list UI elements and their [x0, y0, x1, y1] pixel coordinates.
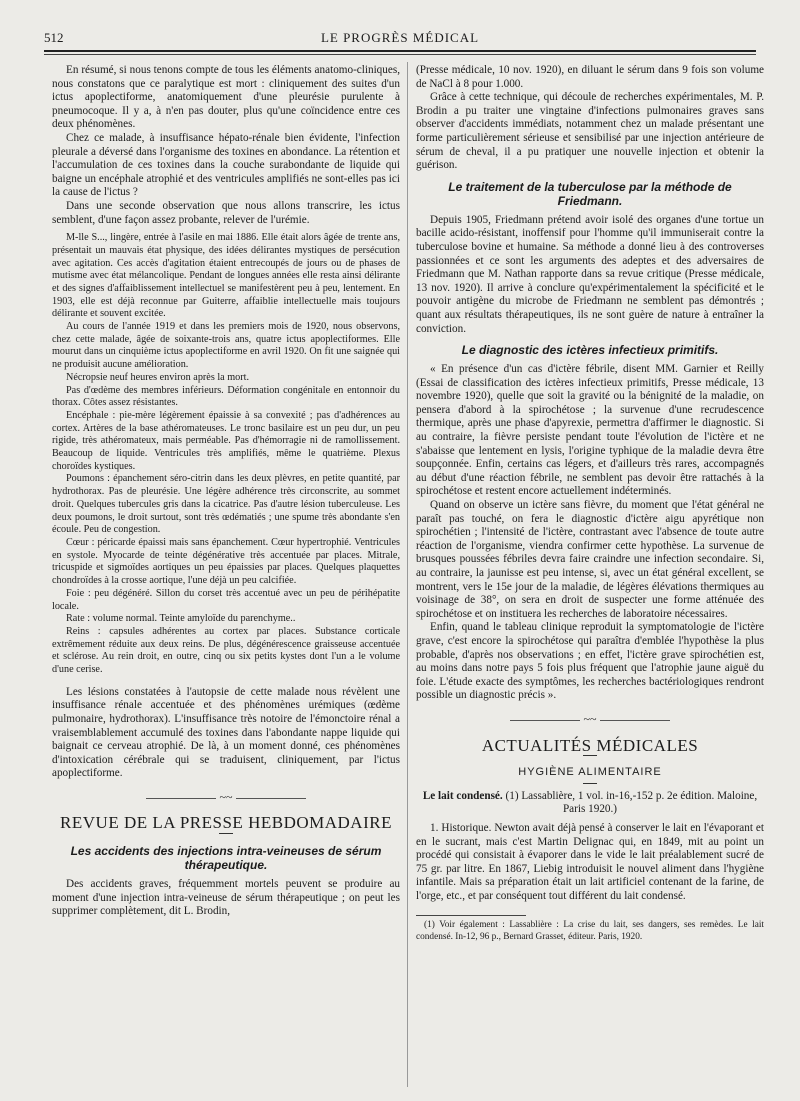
- paragraph: M-lle S..., lingère, entrée à l'asile en mai 1886. Elle était alors âgée de trente ans, présentait un mauvais état physique, des idées délirantes mystiques de persécution avec agitation. Ces accès d'agitation étaient entrecoupés de jours ou de phases de mutisme avec état mélancolique. Pendant de longues années elle resta ainsi délirante et des signes d'affaiblissement intellectuel se manifestèrent peu à peu, lentement. En 1903, elle est déjà reconnue par Guiterre, affaiblie intellectuelle mais toujours délirante et souvent excitée.: [52, 232, 400, 320]
- paragraph: Rate : volume normal. Teinte amyloïde du parenchyme..: [66, 613, 296, 625]
- paragraph: « En présence d'un cas d'ictère fébrile, disent MM. Garnier et Reilly (Essai de classification des ictères infectieux primitifs, Presse médicale, 13 novembre 1920), quelle que soit la gravité ou la bénignité de la maladie, on pensera d'abord à la spirochétose ; la survenue d'une recrudescence thermique, après une phase d'apyrexie, permettra d'affirmer le diagnostic. Si au contraire, la fièvre persiste pendant toute l'évolution de l'ictère et ne s'abaisse que lentement en lysis, l'origine typhique de la maladie devra être soupçonnée. Enfin, certains cas légers, et d'ailleurs très rares, accompagnés au début d'une réaction fébrile, ne semblent pas devoir être rattachés à la spirochétose et restent encore actuellement indéterminés.: [416, 363, 764, 498]
- paragraph: En résumé, si nous tenons compte de tous les éléments anatomo-cliniques, nous constatons que ce paralytique est mort : cliniquement des suites d'un ictus apoplectiforme, anatomiquement d'une pleurésie purulente à pneumocoque. Il y a, à n'en pas douter, plus qu'une coïncidence entre ces deux phénomènes.: [52, 64, 400, 131]
- book-reference: (1) Lassablière, 1 vol. in-16,-152 p. 2e édition. Maloine, Paris 1920.): [505, 789, 758, 816]
- title-dash: [219, 833, 233, 834]
- rubric-dash: [583, 783, 597, 784]
- observation-block: [52, 232, 400, 677]
- paragraph: Les lésions constatées à l'autopsie de cette malade nous révèlent une insuffisance rénale accentuée et des phénomènes urémiques (œdème pulmonaire, hydrothorax). L'insuffisance très notoire de l'émonctoire rénal a vraisemblablement accumulé des toxines dans l'abondante nappe liquide qui baignait ce cerveau atrophié. De là, à un moment donné, ces phénomènes d'intoxication cérébrale qui se traduisent, cliniquement, par l'ictus apoplectiforme.: [52, 685, 400, 780]
- section-title-revue: REVUE DE LA PRESSE HEBDOMADAIRE: [60, 813, 392, 833]
- ornament-divider: ~~: [52, 791, 400, 805]
- right-column: [416, 64, 764, 1089]
- paragraph: Quand on observe un ictère sans fièvre, du moment que l'état général ne paraît pas touché, on fera le diagnostic d'ictère aigu apyrétique non spirochétien ; l'intensité de l'ictère, contrastant avec l'absence de toute autre réaction de l'organisme, viendra confirmer cette hypothèse. La survenue de brusques poussées fébriles devra faire craindre une infection secondaire. Si, au contraire, la jaunisse est peu intense, si, avec un état général excellent, se montrent, vers le 15e jour de la maladie, de légères élévations thermiques au voisinage de 38°, on sera en droit de suspecter une forme atténuée des spirochétose et on instituera les recherches de laboratoire nécessaires.: [416, 499, 764, 620]
- paragraph: Pas d'œdème des membres inférieurs. Déformation congénitale en entonnoir du thorax. Côtes assez résistantes.: [52, 384, 400, 409]
- book-title: Le lait condensé.: [422, 789, 503, 802]
- page-number: 512: [44, 30, 64, 45]
- title-dash: [583, 755, 597, 756]
- column-divider: [407, 62, 408, 1087]
- article-title-injections: Les accidents des injections intra-veineuses de sérum thérapeutique.: [70, 844, 382, 873]
- paragraph: Foie : peu dégénéré. Sillon du corset très accentué avec un peu de périhépatite locale.: [52, 587, 400, 612]
- left-column: [52, 64, 400, 1089]
- paragraph: Dans une seconde observation que nous allons transcrire, les ictus semblent, d'une façon assez probante, relever de l'urémie.: [52, 199, 400, 226]
- header-rule-thin: [44, 54, 756, 55]
- article-title-icteres: Le diagnostic des ictères infectieux primitifs.: [461, 343, 719, 358]
- journal-title: LE PROGRÈS MÉDICAL: [320, 30, 480, 45]
- paragraph: Enfin, quand le tableau clinique reproduit la symptomatologie de l'ictère grave, c'est encore la spirochétose qui paraîtra d'emblée l'hypothèse la plus probable, d'après nos observations ; en effet, l'ictère grave spirochétien est, au moins dans notre pays 5 fois plus fréquent que l'atrophie jaune aiguë du foie. L'étude exacte des symptômes, les recherches bactériologiques rendront possible un diagnostic précis ».: [416, 621, 764, 702]
- ornament-divider: ~~: [416, 713, 764, 727]
- header-rule: [44, 50, 756, 52]
- paragraph: Reins : capsules adhérentes au cortex par places. Substance corticale extrêmement réduite aux deux reins. De plus, dégénérescence graisseuse accentuée et sclérose. Au rein droit, en outre, cinq ou six petits kystes dont l'un a le volume d'une cerise.: [52, 625, 400, 676]
- paragraph: Des accidents graves, fréquemment mortels peuvent se produire au moment d'une injection intra-veineuse de sérum thérapeutique ; on peut les supprimer complètement, dit L. Brodin,: [52, 878, 400, 918]
- paragraph: Nécropsie neuf heures environ après la mort.: [66, 371, 250, 383]
- paragraph: Grâce à cette technique, qui découle de recherches expérimentales, M. P. Brodin a pu traiter une vingtaine d'infections pulmonaires graves sans observer d'accidents immédiats, notamment chez un malade présentant une forme particulièrement sérieuse et sensibilisé par une injection antérieure de sérum de cheval, il a pu pratiquer une nouvelle injection et obtenir la guérison.: [416, 91, 764, 172]
- article-title-tuberculose: Le traitement de la tuberculose par la méthode de Friedmann.: [448, 179, 732, 208]
- paragraph: Encéphale : pie-mère légèrement épaissie à sa convexité ; pas d'adhérences au cortex. Artères de la base athéromateuses. Le tronc basilaire est un peu dur, un peu rigide, très athéromateux, mais perméable. Pas d'hémorragie ni de ramollissement. Beaucoup de liquide. Ventricules très amplifiés, même le quatrième. Plexus choroïdes kystiques.: [52, 409, 400, 472]
- footnote-rule: [416, 915, 526, 916]
- paragraph: Chez ce malade, à insuffisance hépato-rénale bien évidente, l'infection pleurale a déversé dans l'organisme des toxines en abondance. La rétention et l'accumulation de ces toxines dans la couche surabondante de liquide qui baigne un encéphale atrophié et des ventricules amplifiés ne sont-elles pas ici la cause de l'ictus ?: [52, 131, 400, 199]
- paragraph: (Presse médicale, 10 nov. 1920), en diluant le sérum dans 9 fois son volume de NaCl à 8 pour 1.000.: [416, 64, 764, 90]
- running-header: [44, 30, 756, 50]
- paragraph: Au cours de l'année 1919 et dans les premiers mois de 1920, nous observons, chez cette malade, âgée de soixante-trois ans, quatre ictus apoplectiformes. Elle mourut dans un cinquième ictus apoplectiforme en avril 1920. On fit une saignée qui ne produisit aucune amélioration.: [52, 321, 400, 371]
- paragraph: Depuis 1905, Friedmann prétend avoir isolé des organes d'une tortue un bacille acido-résistant, inoffensif pour l'homme qu'il immuniserait contre la tuberculose bovine et humaine. Sa méthode a donné lieu à des controverses passionnées et ce sont les arguments des adeptes et des adversaires de Friedmann que M. Nathan rapporte dans sa revue critique (Presse médicale, 13 nov. 1920). Il arrive à conclure qu'expérimentalement la spécificité et le pouvoir antigène du microbe de Friedmann ne semblent pas démontrés ; quant aux résultats thérapeutiques, ils ne sont guère de nature à entraîner la conviction.: [416, 213, 764, 335]
- paragraph: Cœur : péricarde épaissi mais sans épanchement. Cœur hypertrophié. Ventricules en systole. Myocarde de teinte dégénérative très accentuée par places. Mitrale, tricuspide et sigmoïdes aortiques un peu épaissies par places. Quelques plaquettes chondroïdes à la crosse aortique, l'une déjà un peu calcifiée.: [52, 537, 400, 587]
- rubric-hygiene: HYGIÈNE ALIMENTAIRE: [518, 766, 662, 779]
- paragraph: Poumons : épanchement séro-citrin dans les deux plèvres, en petite quantité, par hydrothorax. Pas de pleurésie. Une légère adhérence très circonscrite, au sommet droit. Quelques tubercules gris dans la cicatrice. Pas d'autre lésion tuberculeuse. Les deux poumons, le droit surtout, sont très œdématiés ; une spume très abondante s'en écoule. Peu de congestion.: [52, 473, 400, 536]
- paragraph: 1. Historique. Newton avait déjà pensé à conserver le lait en l'évaporant et en le sucrant, mais c'est Martin Delignac qui, en 1849, mit au point un procédé qui consistait à évaporer dans le vide le lait préalablement sucré de 75 gr. par litre. En 1867, Liebig introduisit le nouvel aliment dans l'hygiène infantile. Mais sa préparation était un lait artificiel contenant de la farine, de l'orge, etc., et par conséquent tout différent du lait condensé.: [416, 821, 764, 902]
- section-title-actualites: ACTUALITÉS MÉDICALES: [481, 735, 699, 755]
- book-review: [416, 790, 764, 817]
- footnote: (1) Voir également : Lassablière : La crise du lait, ses dangers, ses remèdes. Le lait condensé. In-12, 96 p., Bernard Grasset, éditeur. Paris, 1920.: [416, 920, 764, 942]
